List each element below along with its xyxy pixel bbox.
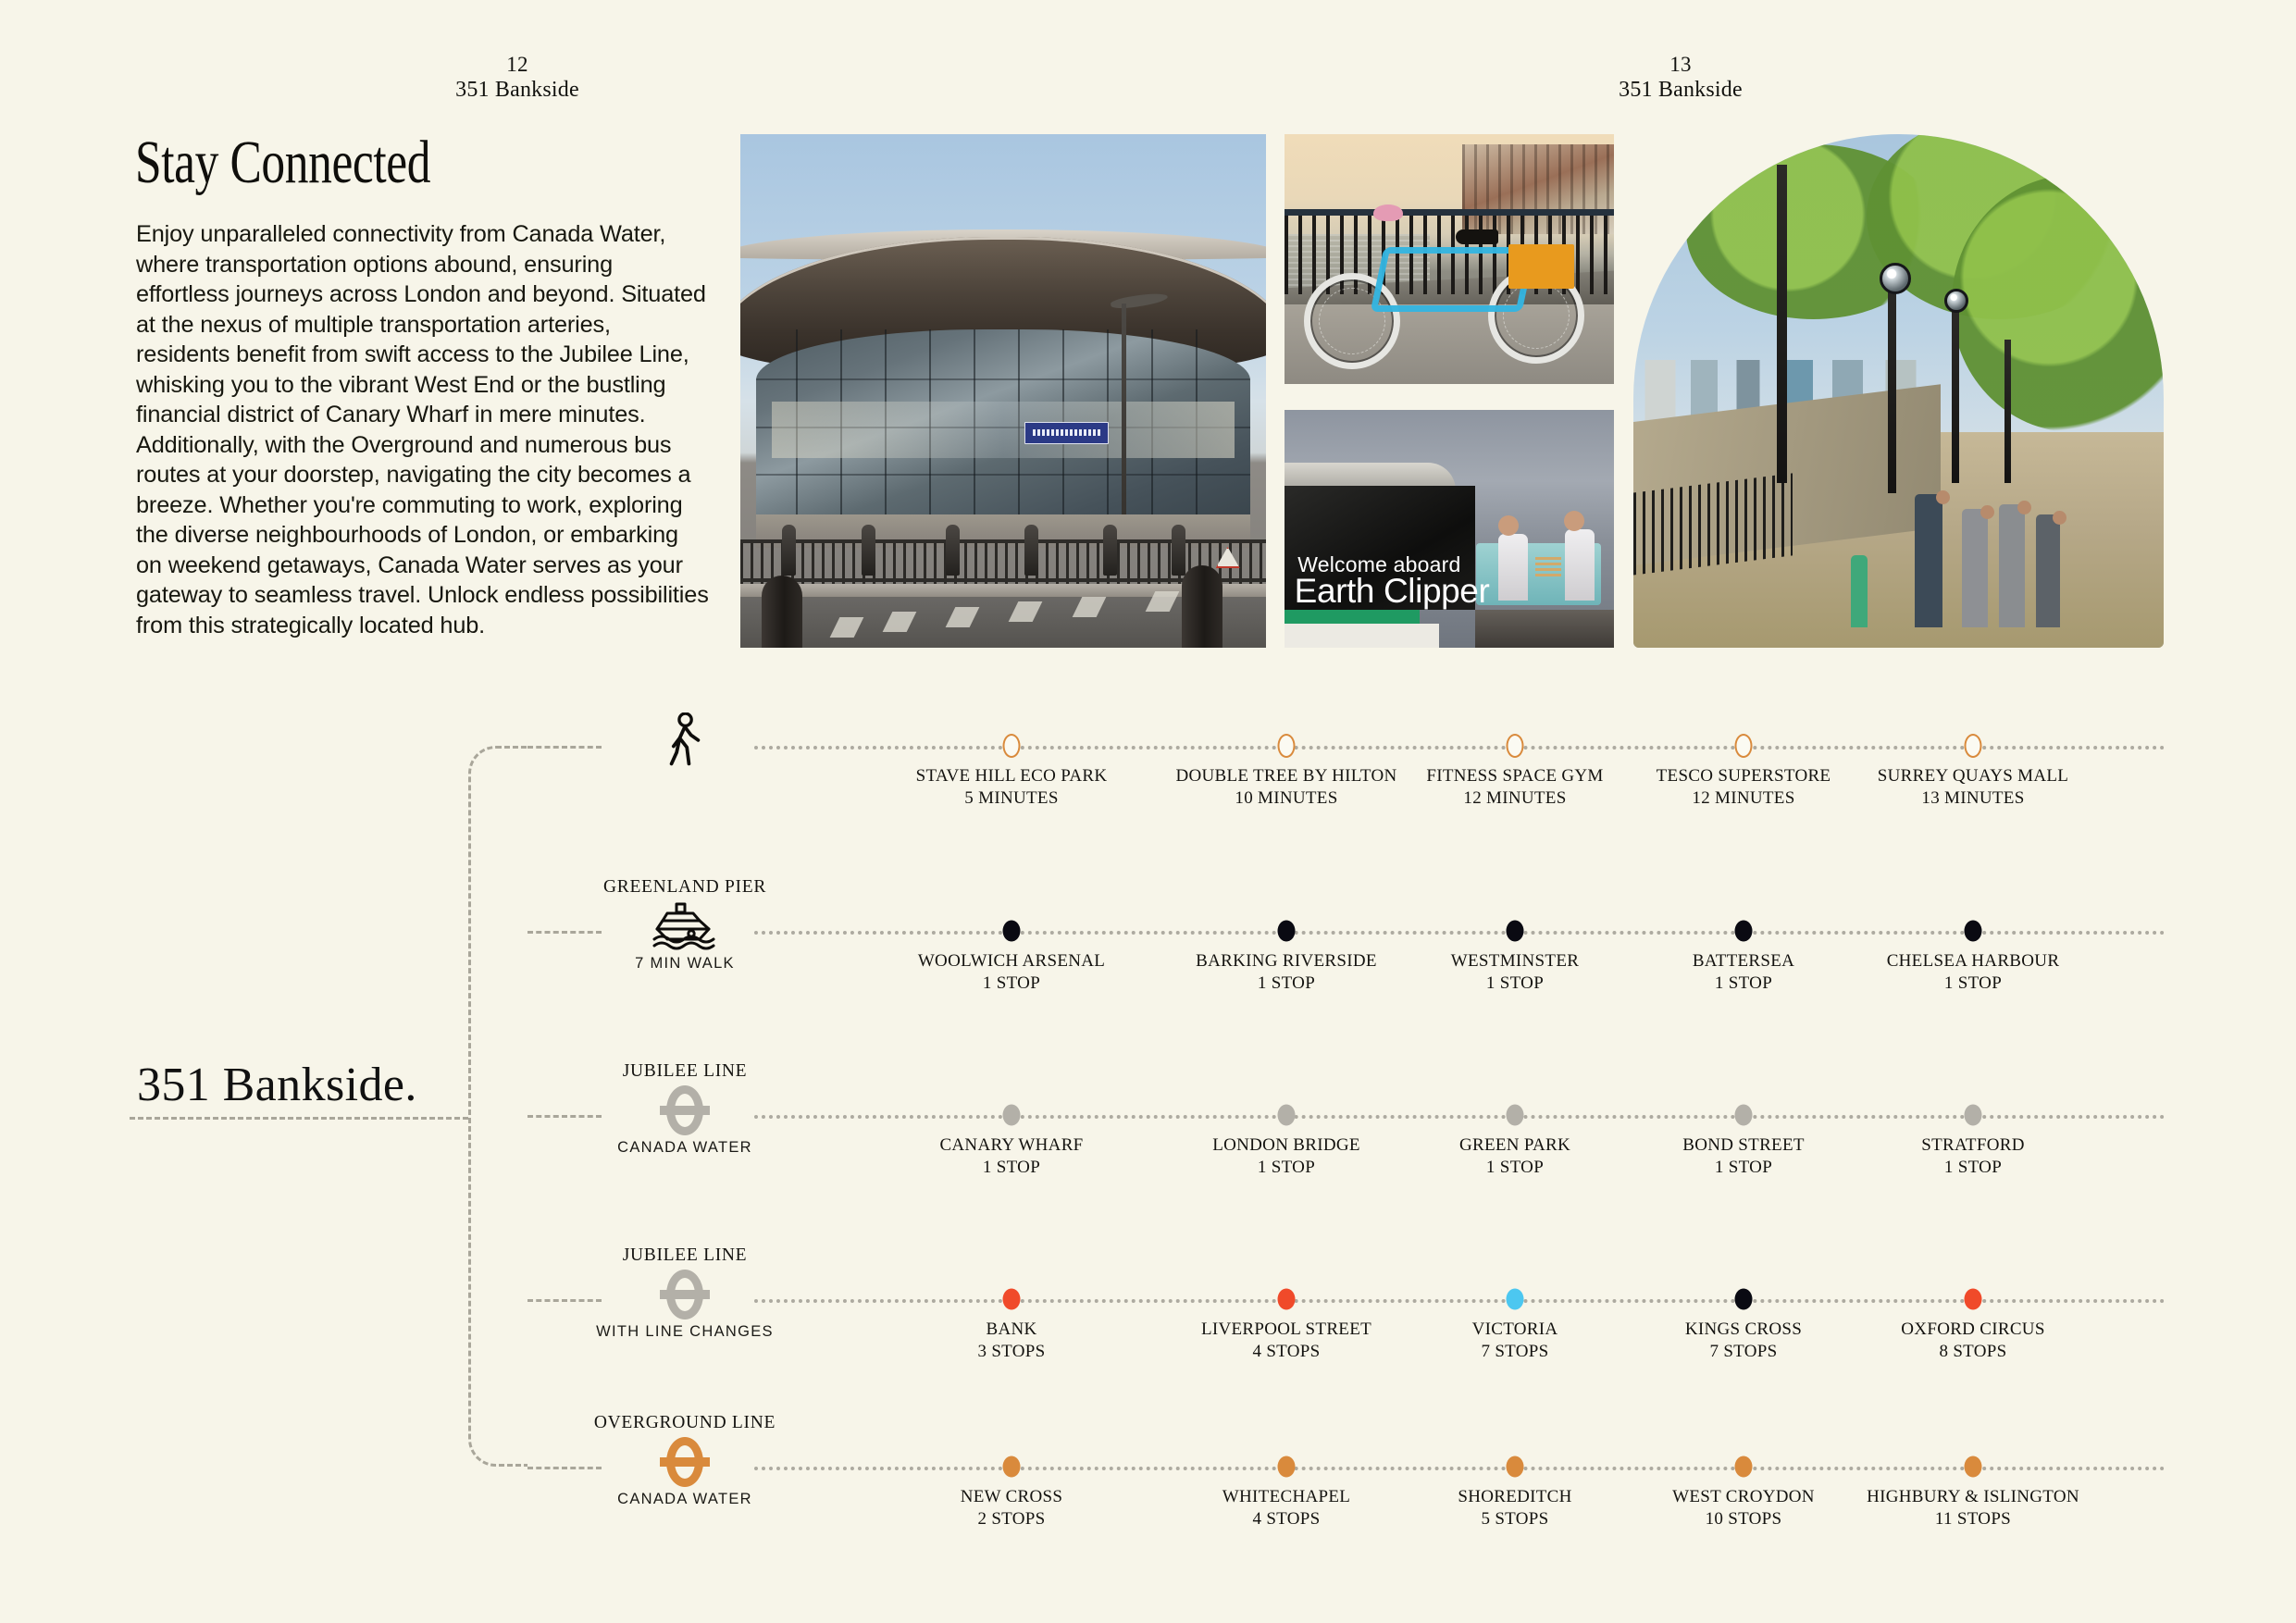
stop-dot-walking-2 — [1507, 734, 1524, 758]
stop-meta: 1 STOP — [1257, 973, 1316, 993]
stop-dot-jubilee-direct-1 — [1278, 1105, 1296, 1126]
stop-name: KINGS CROSS — [1684, 1319, 1803, 1339]
stop-riverboat-0[interactable] — [873, 931, 1150, 994]
stop-dot-riverboat-1 — [1278, 921, 1296, 942]
stop-name: VICTORIA — [1471, 1319, 1558, 1339]
stop-meta: 7 STOPS — [1709, 1342, 1778, 1361]
stop-dot-walking-0 — [1003, 734, 1021, 758]
stop-name: BANK — [986, 1319, 1037, 1339]
row-label-bottom-overground: CANADA WATER — [617, 1491, 752, 1507]
stop-dot-overground-3 — [1735, 1456, 1753, 1478]
row-label-top-riverboat: GREENLAND PIER — [602, 877, 767, 897]
stop-dot-walking-3 — [1735, 734, 1753, 758]
brand-rule — [130, 1117, 468, 1120]
intro-paragraph: Enjoy unparalleled connectivity from Canada Water, where transportation options abound, ensuring effortless journeys across London and beyond. Situated at the nexus of multiple transportation arteries, residents benefit from swift access to the Jubilee Line, whisking you to the vibrant West End or the bustling financial district of Canary Wharf in mere minutes. Additionally, with the Overground and numerous bus routes at your doorstep, navigating the city becomes a breeze. Whether you're commuting to work, exploring the diverse neighbourhoods of London, or embarking on weekend getaways, Canada Water serves as your gateway to seamless travel. Unlock endless possibilities from this strategically located hub. — [136, 221, 709, 638]
row-icon-slot-jubilee-direct — [574, 1082, 796, 1139]
stop-name: TESCO SUPERSTORE — [1656, 766, 1831, 786]
tfl-roundel-icon — [660, 1437, 710, 1487]
page-title: Stay Connected — [135, 129, 431, 196]
stop-name: BOND STREET — [1682, 1135, 1805, 1155]
thames-embankment-walk-photo — [1633, 134, 2164, 648]
stop-dot-overground-1 — [1278, 1456, 1296, 1478]
stop-name: BATTERSEA — [1692, 951, 1795, 971]
stop-name: STRATFORD — [1921, 1135, 2025, 1155]
stop-dot-riverboat-3 — [1735, 921, 1753, 942]
stop-name: WEST CROYDON — [1672, 1487, 1815, 1506]
tfl-roundel-icon — [660, 1085, 710, 1135]
ferry-boat-icon — [649, 898, 721, 955]
row-icon-slot-riverboat — [574, 898, 796, 955]
row-label-bottom-riverboat: 7 MIN WALK — [635, 955, 735, 972]
stop-meta: 12 MINUTES — [1463, 788, 1567, 808]
row-icon-slot-walking — [574, 712, 796, 770]
stop-name: SHOREDITCH — [1458, 1487, 1572, 1506]
canada-water-sign — [1024, 422, 1109, 444]
stop-meta: 5 MINUTES — [964, 788, 1059, 808]
stop-meta: 1 STOP — [982, 973, 1041, 993]
stop-name: HIGHBURY & ISLINGTON — [1867, 1487, 2079, 1506]
boat-welcome-line2: Earth Clipper — [1294, 571, 1490, 610]
stop-dot-walking-1 — [1278, 734, 1296, 758]
stop-meta: 10 STOPS — [1705, 1509, 1782, 1529]
stop-meta: 13 MINUTES — [1921, 788, 2025, 808]
stop-meta: 1 STOP — [1943, 973, 2003, 993]
stop-dot-jubilee-direct-2 — [1507, 1105, 1524, 1126]
stop-dot-walking-4 — [1965, 734, 1982, 758]
stop-name: LONDON BRIDGE — [1212, 1135, 1360, 1155]
thames-bike-photo — [1285, 134, 1614, 384]
stop-dot-overground-0 — [1003, 1456, 1021, 1478]
stop-dot-jubilee-direct-0 — [1003, 1105, 1021, 1126]
folio-right — [1579, 52, 1782, 103]
stop-dot-jubilee-changes-3 — [1735, 1289, 1753, 1310]
folio-right-number: 13 — [1669, 53, 1692, 76]
stop-meta: 4 STOPS — [1252, 1509, 1321, 1529]
boat-welcome-line1: Welcome aboard — [1297, 552, 1461, 577]
stop-meta: 3 STOPS — [977, 1342, 1046, 1361]
row-icon-block-riverboat — [574, 877, 796, 973]
row-label-top-walking — [574, 692, 796, 712]
stop-meta: 1 STOP — [982, 1158, 1041, 1177]
stop-jubilee-direct-0[interactable] — [873, 1115, 1150, 1178]
stop-meta: 1 STOP — [1714, 1158, 1773, 1177]
tfl-roundel-icon — [660, 1270, 710, 1319]
bracket-spine — [468, 746, 527, 1467]
stop-overground-4[interactable] — [1834, 1467, 2112, 1530]
stop-name: WOOLWICH ARSENAL — [917, 951, 1106, 971]
row-icon-block-jubilee-direct — [574, 1061, 796, 1157]
row-label-bottom-jubilee-direct: CANADA WATER — [617, 1139, 752, 1156]
row-label-top-jubilee-changes: JUBILEE LINE — [622, 1245, 748, 1265]
stop-meta: 7 STOPS — [1481, 1342, 1549, 1361]
stop-dot-overground-4 — [1965, 1456, 1982, 1478]
folio-left-name: 351 Bankside — [455, 78, 579, 103]
row-label-top-jubilee-direct: JUBILEE LINE — [622, 1061, 748, 1081]
row-label-bottom-jubilee-changes: WITH LINE CHANGES — [596, 1323, 774, 1340]
stop-meta: 11 STOPS — [1934, 1509, 2012, 1529]
row-icon-block-walking — [574, 692, 796, 787]
stop-dot-jubilee-direct-4 — [1965, 1105, 1982, 1126]
stop-name: SURREY QUAYS MALL — [1877, 766, 2069, 786]
stop-meta: 1 STOP — [1943, 1158, 2003, 1177]
stop-riverboat-4[interactable] — [1834, 931, 2112, 994]
stop-meta: 5 STOPS — [1481, 1509, 1549, 1529]
walking-person-icon — [664, 712, 706, 770]
stop-meta: 8 STOPS — [1939, 1342, 2007, 1361]
brand-wordmark: 351 Bankside. — [137, 1059, 417, 1111]
row-icon-block-overground — [574, 1413, 796, 1508]
stop-dot-jubilee-direct-3 — [1735, 1105, 1753, 1126]
stop-name: OXFORD CIRCUS — [1901, 1319, 2045, 1339]
stop-name: STAVE HILL ECO PARK — [915, 766, 1108, 786]
folio-left-number: 12 — [506, 53, 528, 76]
stop-name: NEW CROSS — [960, 1487, 1063, 1506]
stop-meta: 4 STOPS — [1252, 1342, 1321, 1361]
stop-jubilee-changes-0[interactable] — [873, 1299, 1150, 1362]
stop-name: LIVERPOOL STREET — [1200, 1319, 1372, 1339]
stop-name: GREEN PARK — [1458, 1135, 1570, 1155]
stop-overground-0[interactable] — [873, 1467, 1150, 1530]
stop-name: BARKING RIVERSIDE — [1196, 951, 1377, 971]
folio-left — [416, 52, 619, 103]
stop-name: CANARY WHARF — [939, 1135, 1084, 1155]
stop-dot-overground-2 — [1507, 1456, 1524, 1478]
stop-meta: 12 MINUTES — [1692, 788, 1795, 808]
row-icon-slot-overground — [574, 1433, 796, 1491]
canada-water-station-photo — [740, 134, 1266, 648]
stop-dot-riverboat-0 — [1003, 921, 1021, 942]
stop-name: FITNESS SPACE GYM — [1426, 766, 1604, 786]
stop-meta: 2 STOPS — [977, 1509, 1046, 1529]
stop-dot-jubilee-changes-2 — [1507, 1289, 1524, 1310]
stop-meta: 1 STOP — [1485, 1158, 1545, 1177]
stop-dot-riverboat-2 — [1507, 921, 1524, 942]
row-label-bottom-walking — [574, 770, 796, 787]
stop-dot-jubilee-changes-0 — [1003, 1289, 1021, 1310]
stop-dot-jubilee-changes-4 — [1965, 1289, 1982, 1310]
stop-dot-jubilee-changes-1 — [1278, 1289, 1296, 1310]
stop-name: WHITECHAPEL — [1222, 1487, 1351, 1506]
stop-jubilee-changes-4[interactable] — [1834, 1299, 2112, 1362]
stop-name: WESTMINSTER — [1450, 951, 1580, 971]
stop-meta: 1 STOP — [1257, 1158, 1316, 1177]
row-label-top-overground: OVERGROUND LINE — [593, 1413, 776, 1432]
row-icon-block-jubilee-changes — [574, 1245, 796, 1341]
stop-jubilee-direct-4[interactable] — [1834, 1115, 2112, 1178]
folio-right-name: 351 Bankside — [1619, 78, 1743, 103]
stop-walking-0[interactable] — [873, 746, 1150, 809]
stop-meta: 1 STOP — [1485, 973, 1545, 993]
stop-walking-4[interactable] — [1834, 746, 2112, 809]
stop-name: DOUBLE TREE BY HILTON — [1175, 766, 1397, 786]
earth-clipper-boat-photo — [1285, 410, 1614, 648]
stop-name: CHELSEA HARBOUR — [1886, 951, 2060, 971]
stop-dot-riverboat-4 — [1965, 921, 1982, 942]
row-icon-slot-jubilee-changes — [574, 1266, 796, 1323]
stop-meta: 10 MINUTES — [1235, 788, 1338, 808]
stop-meta: 1 STOP — [1714, 973, 1773, 993]
